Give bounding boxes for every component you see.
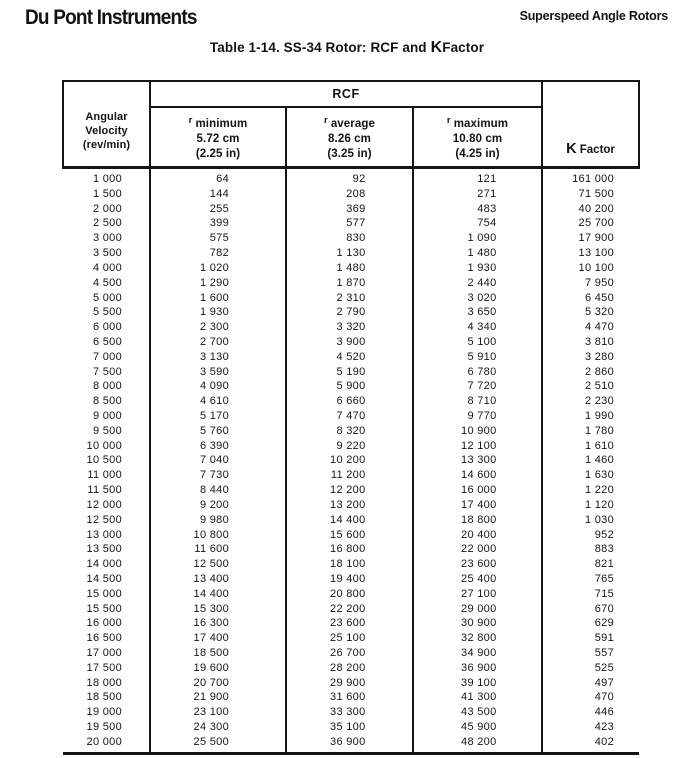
cell: 1 460 <box>584 454 614 467</box>
cell: 670 <box>594 602 614 615</box>
cell: 830 <box>286 231 413 246</box>
cell: 15 000 <box>63 587 150 602</box>
cell: 14 600 <box>413 468 542 483</box>
cell: 12 000 <box>63 498 150 513</box>
header-r-average <box>286 107 413 168</box>
header-k-factor <box>542 81 639 168</box>
cell: 255 <box>150 202 286 217</box>
cell: 22 200 <box>286 602 413 617</box>
cell: 3 900 <box>286 335 413 350</box>
cell: 883 <box>594 543 614 556</box>
cell: 16 000 <box>413 483 542 498</box>
cell: 3 810 <box>584 335 614 348</box>
cell: 14 000 <box>63 557 150 572</box>
cell: 271 <box>413 187 542 202</box>
table-title <box>0 39 694 57</box>
cell: 26 700 <box>286 646 413 661</box>
cell: 8 000 <box>63 379 150 394</box>
cell: 48 200 <box>413 735 542 753</box>
cell: 2 000 <box>63 202 150 217</box>
header-r-avg-sup: r <box>324 114 328 126</box>
table-row <box>63 216 639 231</box>
cell: 3 000 <box>63 231 150 246</box>
header-angular-velocity <box>63 81 150 168</box>
cell: 399 <box>150 216 286 231</box>
cell: 19 000 <box>63 705 150 720</box>
header-r-min-sup: r <box>188 114 193 126</box>
cell: 6 000 <box>63 320 150 335</box>
cell: 10 800 <box>150 528 286 543</box>
cell: 18 500 <box>150 646 286 661</box>
header-r-max-cm: 10.80 cm <box>452 132 503 145</box>
table-row <box>63 661 639 676</box>
cell: 1 930 <box>150 305 286 320</box>
cell: 11 500 <box>63 483 150 498</box>
header-k-factor-k: K <box>566 141 577 157</box>
cell: 1 930 <box>413 261 542 276</box>
table-header <box>63 81 639 168</box>
table-row <box>63 291 639 306</box>
cell: 39 100 <box>413 676 542 691</box>
table-body <box>63 168 639 754</box>
table-row <box>63 690 639 705</box>
header-r-min-name: minimum <box>195 117 248 130</box>
cell: 20 000 <box>63 735 150 753</box>
cell: 1 000 <box>63 168 150 187</box>
cell: 11 600 <box>150 542 286 557</box>
table-row <box>63 528 639 543</box>
cell: 8 710 <box>413 394 542 409</box>
cell: 15 500 <box>63 602 150 617</box>
cell: 5 500 <box>63 305 150 320</box>
cell: 20 700 <box>150 676 286 691</box>
cell: 821 <box>594 558 614 571</box>
cell: 3 590 <box>150 365 286 380</box>
table-row <box>63 409 639 424</box>
cell: 18 800 <box>413 513 542 528</box>
cell: 4 520 <box>286 350 413 365</box>
cell: 16 300 <box>150 616 286 631</box>
cell: 9 000 <box>63 409 150 424</box>
cell: 6 660 <box>286 394 413 409</box>
cell: 16 800 <box>286 542 413 557</box>
cell: 2 300 <box>150 320 286 335</box>
cell: 17 500 <box>63 661 150 676</box>
cell: 34 900 <box>413 646 542 661</box>
cell: 423 <box>594 721 614 734</box>
cell: 3 500 <box>63 246 150 261</box>
cell: 5 320 <box>584 306 614 319</box>
table-row <box>63 513 639 528</box>
cell: 208 <box>286 187 413 202</box>
cell: 121 <box>413 168 542 187</box>
table-row <box>63 705 639 720</box>
table-row <box>63 453 639 468</box>
cell: 25 100 <box>286 631 413 646</box>
cell: 782 <box>150 246 286 261</box>
cell: 30 900 <box>413 616 542 631</box>
cell: 4 340 <box>413 320 542 335</box>
table-row <box>63 468 639 483</box>
cell: 10 500 <box>63 453 150 468</box>
cell: 591 <box>594 632 614 645</box>
cell: 28 200 <box>286 661 413 676</box>
cell: 40 200 <box>578 202 614 215</box>
cell: 12 100 <box>413 439 542 454</box>
cell: 5 000 <box>63 291 150 306</box>
cell: 14 400 <box>286 513 413 528</box>
table-row <box>63 379 639 394</box>
header-rcf: RCF <box>150 81 542 107</box>
cell: 8 440 <box>150 483 286 498</box>
cell: 2 860 <box>584 365 614 378</box>
cell: 9 220 <box>286 439 413 454</box>
header-r-max-sup: r <box>446 114 451 126</box>
table-title-text: Table 1-14. SS-34 Rotor: RCF and <box>209 40 427 55</box>
cell: 6 450 <box>584 291 614 304</box>
cell: 577 <box>286 216 413 231</box>
table-row <box>63 676 639 691</box>
cell: 17 000 <box>63 646 150 661</box>
cell: 6 780 <box>413 365 542 380</box>
cell: 11 200 <box>286 468 413 483</box>
cell: 27 100 <box>413 587 542 602</box>
header-angular-line3: (rev/min) <box>82 139 131 151</box>
cell: 10 200 <box>286 453 413 468</box>
cell: 952 <box>594 528 614 541</box>
table-row <box>63 202 639 217</box>
cell: 7 470 <box>286 409 413 424</box>
cell: 11 000 <box>63 468 150 483</box>
cell: 1 610 <box>584 439 614 452</box>
cell: 1 130 <box>286 246 413 261</box>
cell: 17 400 <box>413 498 542 513</box>
header-r-max-in: (4.25 in) <box>455 147 500 160</box>
table-row <box>63 602 639 617</box>
table-title-suffix: Factor <box>442 40 485 55</box>
cell: 754 <box>413 216 542 231</box>
section-header: Superspeed Angle Rotors <box>519 9 668 23</box>
cell: 19 400 <box>286 572 413 587</box>
cell: 3 320 <box>286 320 413 335</box>
cell: 8 320 <box>286 424 413 439</box>
cell: 31 600 <box>286 690 413 705</box>
cell: 25 500 <box>150 735 286 753</box>
cell: 5 170 <box>150 409 286 424</box>
cell: 18 000 <box>63 676 150 691</box>
cell: 19 500 <box>63 720 150 735</box>
table-row <box>63 261 639 276</box>
cell: 2 790 <box>286 305 413 320</box>
cell: 21 900 <box>150 690 286 705</box>
cell: 45 900 <box>413 720 542 735</box>
cell: 15 600 <box>286 528 413 543</box>
cell: 3 020 <box>413 291 542 306</box>
cell: 525 <box>594 661 614 674</box>
cell: 13 500 <box>63 542 150 557</box>
cell: 6 390 <box>150 439 286 454</box>
cell: 2 700 <box>150 335 286 350</box>
header-r-max-name: maximum <box>453 117 509 130</box>
cell: 17 900 <box>578 232 614 245</box>
cell: 25 700 <box>578 217 614 230</box>
table-row <box>63 187 639 202</box>
cell: 25 400 <box>413 572 542 587</box>
cell: 14 500 <box>63 572 150 587</box>
cell: 369 <box>286 202 413 217</box>
table-row <box>63 557 639 572</box>
cell: 4 000 <box>63 261 150 276</box>
cell: 64 <box>150 168 286 187</box>
table-row <box>63 305 639 320</box>
cell: 16 000 <box>63 616 150 631</box>
cell: 1 220 <box>584 484 614 497</box>
cell: 6 500 <box>63 335 150 350</box>
cell: 3 280 <box>584 350 614 363</box>
table-row <box>63 631 639 646</box>
cell: 23 100 <box>150 705 286 720</box>
cell: 33 300 <box>286 705 413 720</box>
table-row <box>63 424 639 439</box>
table-row <box>63 735 639 753</box>
table-row <box>63 335 639 350</box>
cell: 1 020 <box>150 261 286 276</box>
cell: 18 100 <box>286 557 413 572</box>
cell: 1 290 <box>150 276 286 291</box>
table-row <box>63 498 639 513</box>
cell: 4 610 <box>150 394 286 409</box>
cell: 32 800 <box>413 631 542 646</box>
cell: 20 800 <box>286 587 413 602</box>
table-row <box>63 616 639 631</box>
cell: 3 650 <box>413 305 542 320</box>
cell: 9 200 <box>150 498 286 513</box>
table-row <box>63 350 639 365</box>
cell: 483 <box>413 202 542 217</box>
cell: 765 <box>594 572 614 585</box>
cell: 7 500 <box>63 365 150 380</box>
cell: 1 990 <box>584 410 614 422</box>
cell: 5 760 <box>150 424 286 439</box>
cell: 1 630 <box>584 469 614 482</box>
cell: 10 000 <box>63 439 150 454</box>
cell: 13 200 <box>286 498 413 513</box>
cell: 22 000 <box>413 542 542 557</box>
cell: 12 500 <box>63 513 150 528</box>
cell: 92 <box>286 168 413 187</box>
cell: 18 500 <box>63 690 150 705</box>
cell: 71 500 <box>578 187 614 200</box>
cell: 715 <box>594 587 614 600</box>
cell: 144 <box>150 187 286 202</box>
cell: 161 000 <box>572 173 614 185</box>
cell: 1 120 <box>584 498 614 511</box>
cell: 7 040 <box>150 453 286 468</box>
cell: 1 480 <box>413 246 542 261</box>
header-r-avg-name: average <box>330 117 375 130</box>
cell: 19 600 <box>150 661 286 676</box>
cell: 13 300 <box>413 453 542 468</box>
cell: 4 470 <box>584 321 614 334</box>
table-row <box>63 394 639 409</box>
table-row <box>63 320 639 335</box>
cell: 24 300 <box>150 720 286 735</box>
header-r-minimum <box>150 107 286 168</box>
cell: 41 300 <box>413 690 542 705</box>
cell: 12 500 <box>150 557 286 572</box>
cell: 9 500 <box>63 424 150 439</box>
table-row <box>63 365 639 380</box>
cell: 4 090 <box>150 379 286 394</box>
cell: 1 780 <box>584 424 614 437</box>
cell: 2 310 <box>286 291 413 306</box>
cell: 7 000 <box>63 350 150 365</box>
cell: 470 <box>594 691 614 704</box>
cell: 9 770 <box>413 409 542 424</box>
table-row <box>63 572 639 587</box>
cell: 13 100 <box>578 247 614 260</box>
cell: 20 400 <box>413 528 542 543</box>
cell: 497 <box>594 676 614 689</box>
table-row <box>63 483 639 498</box>
header-k-factor-rest: Factor <box>576 144 615 156</box>
cell: 1 090 <box>413 231 542 246</box>
cell: 575 <box>150 231 286 246</box>
cell: 2 500 <box>63 216 150 231</box>
header-angular-line2: Velocity <box>85 125 128 137</box>
header-r-min-in: (2.25 in) <box>195 147 241 160</box>
cell: 2 440 <box>413 276 542 291</box>
cell: 35 100 <box>286 720 413 735</box>
cell: 446 <box>594 706 614 719</box>
cell: 15 300 <box>150 602 286 617</box>
cell: 17 400 <box>150 631 286 646</box>
table-row <box>63 646 639 661</box>
cell: 5 190 <box>286 365 413 380</box>
cell: 7 720 <box>413 379 542 394</box>
cell: 5 100 <box>413 335 542 350</box>
cell: 1 600 <box>150 291 286 306</box>
table-row <box>63 439 639 454</box>
cell: 16 500 <box>63 631 150 646</box>
header-r-avg-cm: 8.26 cm <box>328 132 371 145</box>
cell: 36 900 <box>286 735 413 753</box>
cell: 14 400 <box>150 587 286 602</box>
header-r-min-cm: 5.72 cm <box>196 132 240 145</box>
table-row <box>63 168 639 187</box>
rcf-table <box>62 80 640 755</box>
cell: 29 000 <box>413 602 542 617</box>
cell: 3 130 <box>150 350 286 365</box>
cell: 2 230 <box>584 395 614 408</box>
rcf-table-container <box>62 80 640 755</box>
table-row <box>63 720 639 735</box>
cell: 5 910 <box>413 350 542 365</box>
cell: 36 900 <box>413 661 542 676</box>
cell: 29 900 <box>286 676 413 691</box>
brand-logo: Du Pont Instruments <box>25 6 197 30</box>
table-row <box>63 231 639 246</box>
cell: 629 <box>594 617 614 630</box>
table-row <box>63 587 639 602</box>
cell: 13 400 <box>150 572 286 587</box>
cell: 7 730 <box>150 468 286 483</box>
cell: 23 600 <box>286 616 413 631</box>
table-row <box>63 246 639 261</box>
cell: 43 500 <box>413 705 542 720</box>
header-r-maximum <box>413 107 542 168</box>
cell: 557 <box>594 647 614 659</box>
header-r-avg-in: (3.25 in) <box>327 147 372 160</box>
cell: 1 500 <box>63 187 150 202</box>
cell: 1 480 <box>286 261 413 276</box>
cell: 10 900 <box>413 424 542 439</box>
cell: 5 900 <box>286 379 413 394</box>
cell: 9 980 <box>150 513 286 528</box>
cell: 7 950 <box>584 276 614 289</box>
header-angular-line1: Angular <box>85 111 128 123</box>
cell: 402 <box>542 735 639 753</box>
cell: 1 870 <box>286 276 413 291</box>
cell: 12 200 <box>286 483 413 498</box>
cell: 4 500 <box>63 276 150 291</box>
cell: 2 510 <box>584 380 614 393</box>
table-row <box>63 276 639 291</box>
cell: 23 600 <box>413 557 542 572</box>
cell: 8 500 <box>63 394 150 409</box>
table-row <box>63 542 639 557</box>
cell: 10 100 <box>578 261 614 274</box>
cell: 13 000 <box>63 528 150 543</box>
cell: 1 030 <box>584 513 614 526</box>
table-title-k: K <box>430 39 443 56</box>
